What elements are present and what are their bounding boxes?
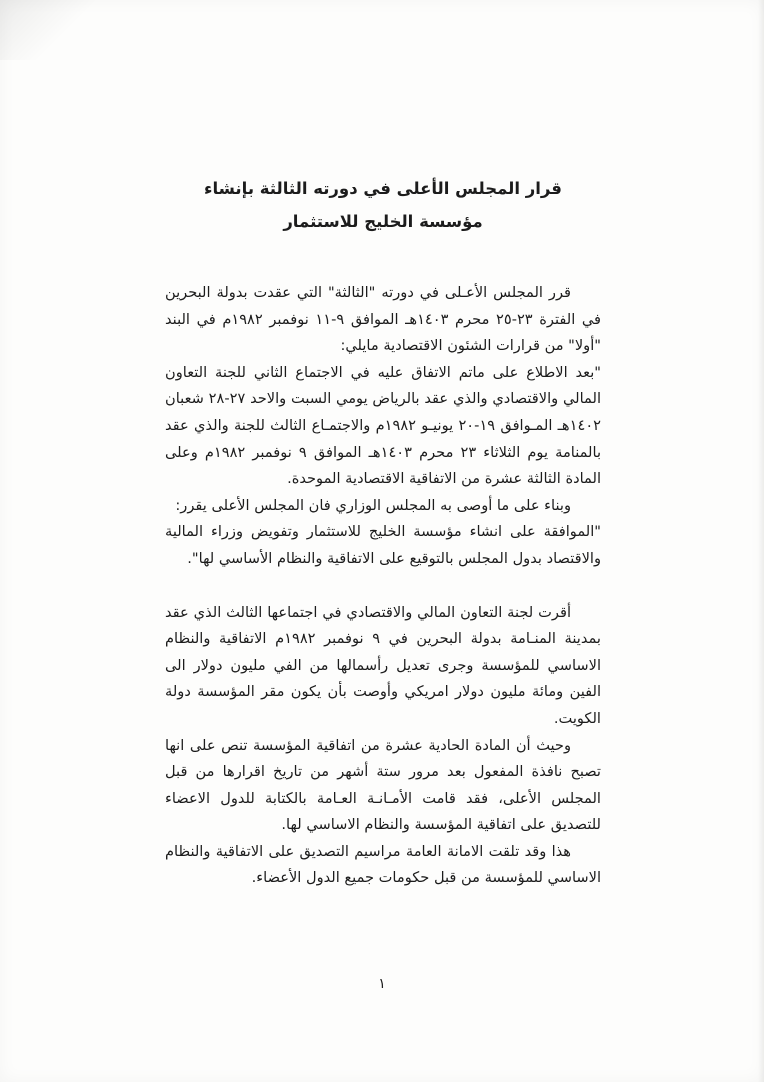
title-line-1: قرار المجلس الأعلى في دورته الثالثة بإنشاء [204,179,562,198]
scan-artifact-top-left [0,0,120,60]
document-body [165,280,601,892]
paragraph-recommendation: وبناء على ما أوصى به المجلس الوزاري فان المجلس الأعلى يقرر: [175,496,571,514]
paragraph-review-clause: "بعد الاطلاع على ماتم الاتفاق عليه في الاجتماع الثاني للجنة التعاون المالي والاقتصادي والذي عقد بالرياض يومي السبت والاحد ٢٧-٢٨ شعبان ١٤٠٢هـ المـوافق ١٩-٢٠ يونيـو ١٩٨٢م والاجتمـاع الثالث للجنة والذي عقد بالمنامة يوم الثلاثاء ٢٣ محرم ١٤٠٣هـ الموافق ٩ نوفمبر ١٩٨٢م وعلى المادة الثالثة عشرة من الاتفاقية الاقتصادية الموحدة. [165,363,602,488]
title-line-2: مؤسسة الخليج للاستثمار [283,212,483,231]
paragraph-decision: "الموافقة على انشاء مؤسسة الخليج للاستثمار وتفويض وزراء المالية والاقتصاد بدول المجلس بالتوقيع على الاتفاقية والنظام الأساسي لها". [165,523,601,567]
scan-artifact-right [758,0,764,1082]
paragraph-committee-approval: أقرت لجنة التعاون المالي والاقتصادي في اجتماعها الثالث الذي عقد بمدينة المنـامة بدولة البحرين في ٩ نوفمبر ١٩٨٢م الاتفاقية والنظام الاساسي للمؤسسة وجرى تعديل رأسمالها من الفي مليون دولار الى الفين ومائة مليون دولار امريكي وأوصت بأن يكون مقر المؤسسة دولة الكويت. [165,603,601,727]
document-title [165,172,601,238]
paragraph-preamble: قرر المجلس الأعـلى في دورته "الثالثة" التي عقدت بدولة البحرين في الفترة ٢٣-٢٥ محرم ١٤٠٣هـ الموافق ٩-١١ نوفمبر ١٩٨٢م في البند "أولا" من قرارات الشئون الاقتصادية مايلي: [165,284,601,355]
document-content [165,172,601,892]
page-number: ١ [378,976,386,992]
paragraph-ratification-requirement: وحيث أن المادة الحادية عشرة من اتفاقية المؤسسة تنص على انها تصبح نافذة المفعول بعد مرور ستة أشهر من تاريخ اقرارها من قبل المجلس الأعلى، فقد قامت الأمـانـة العـامة بالكتابة للدول الاعضاء للتصديق على اتفاقية المؤسسة والنظام الاساسي لها. [165,736,601,834]
paragraph-ratification-received: هذا وقد تلقت الامانة العامة مراسيم التصديق على الاتفاقية والنظام الاساسي للمؤسسة من قبل حكومات جميع الدول الأعضاء. [165,842,601,887]
